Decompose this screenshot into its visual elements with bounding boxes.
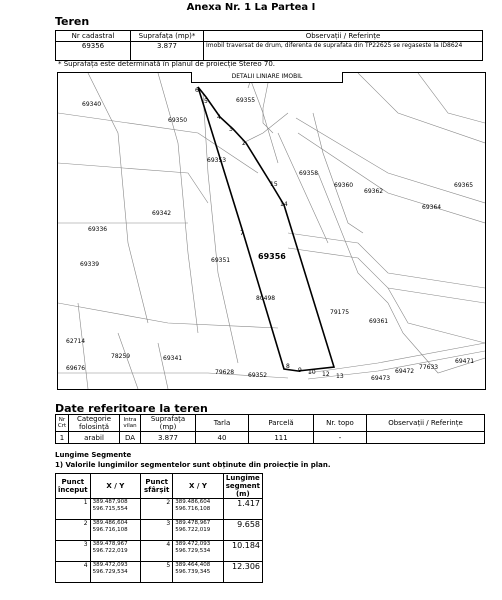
cell-xy-start-y: 596.716,108	[92, 527, 128, 533]
cell-start: 2	[56, 520, 91, 541]
cell-tarla: 40	[196, 432, 249, 444]
vertex-label: 3	[229, 126, 233, 133]
parcel-label: 80498	[256, 295, 276, 302]
col-tarla: Tarla	[196, 415, 249, 432]
parcel-label: 69360	[334, 182, 354, 189]
col-observatii: Observații / Referințe	[204, 31, 483, 42]
table-row	[56, 499, 263, 520]
cell-observatii: Imobil traversat de drum, diferenta de suprafata din TP22625 se regaseste la ID8624	[204, 42, 483, 61]
parcel-label: 79628	[215, 369, 235, 376]
parcel-label: 69365	[454, 182, 474, 189]
vertex-label: 6	[195, 87, 199, 94]
table-row	[56, 562, 263, 583]
parcel-label: 69340	[82, 101, 102, 108]
cell-length: 1.417	[223, 499, 262, 520]
col-suprafata: Suprafața (mp)*	[131, 31, 204, 42]
cell-observatii-ref	[367, 432, 485, 444]
cell-xy-end-x: 389.478,967	[175, 520, 211, 526]
cell-length: 10.184	[223, 541, 262, 562]
cell-end: 5	[141, 562, 173, 583]
parcel-label: 69473	[371, 375, 391, 382]
parcel-label: 69362	[364, 188, 384, 195]
parcel-label: 69352	[248, 372, 268, 379]
vertex-label: 8	[286, 363, 290, 370]
page-title: Anexa Nr. 1 La Partea I	[186, 2, 316, 13]
cell-xy-start-y: 596.729,534	[92, 569, 128, 575]
col-intravilan: Intra vilan	[120, 415, 141, 432]
surface-note: * Suprafața este determinată în planul de proiecție Stereo 70.	[58, 60, 276, 68]
vertex-label: 13	[336, 373, 344, 380]
col-observatii-ref: Observații / Referințe	[367, 415, 485, 432]
cell-xy-end-y: 596.729,534	[175, 548, 211, 554]
parcel-label: 69342	[152, 210, 172, 217]
date-referitoare-table	[55, 414, 485, 444]
parcel-boundary	[198, 87, 334, 371]
lungime-subheading: 1) Valorile lungimilor segmentelor sunt obținute din proiecție în plan.	[55, 461, 331, 469]
subject-parcel-label: 69356	[258, 252, 286, 261]
cell-start: 4	[56, 562, 91, 583]
vertex-label: 10	[308, 369, 316, 376]
parcel-label: 69471	[455, 358, 475, 365]
parcel-label: 69341	[163, 355, 183, 362]
cell-xy-end-y: 596.722,019	[175, 527, 211, 533]
col-xy-start: X / Y	[90, 474, 140, 499]
table-row	[56, 432, 485, 444]
lungime-heading: Lungime Segmente	[55, 451, 132, 459]
parcel-label: 69364	[422, 204, 442, 211]
parcel-label: 69339	[80, 261, 100, 268]
vertex-label: 14	[280, 201, 288, 208]
col-parcela: Parcelă	[249, 415, 314, 432]
cell-suprafata: 3.877	[131, 42, 204, 61]
cell-xy-start-x: 389.487,908	[92, 499, 128, 505]
cell-end: 3	[141, 520, 173, 541]
table-row	[56, 541, 263, 562]
cell-end: 4	[141, 541, 173, 562]
vertex-label: 4	[217, 114, 221, 121]
cell-nr-cadastral: 69356	[56, 42, 131, 61]
col-nr-cadastral: Nr cadastral	[56, 31, 131, 42]
cell-xy-start-x: 389.486,604	[92, 520, 128, 526]
cell-xy-end-y: 596.739,345	[175, 569, 211, 575]
cell-xy-end-y: 596.716,108	[175, 506, 211, 512]
cell-start: 1	[56, 499, 91, 520]
col-punct-inceput: Punct început	[56, 474, 91, 499]
date-referitoare-heading: Date referitoare la teren	[55, 402, 208, 415]
col-lungime: Lungime segment (m)	[223, 474, 262, 499]
parcel-label: 69350	[168, 117, 188, 124]
vertex-label: 15	[270, 181, 278, 188]
parcel-label: 69355	[236, 97, 256, 104]
parcel-label: 77633	[419, 364, 439, 371]
parcel-label: 69361	[369, 318, 389, 325]
col-nr-topo: Nr. topo	[314, 415, 367, 432]
segment-table	[55, 473, 263, 583]
parcel-label: 79175	[330, 309, 350, 316]
parcel-label: 69676	[66, 365, 86, 372]
cell-xy-end-x: 389.472,093	[175, 541, 211, 547]
cell-categorie: arabil	[69, 432, 120, 444]
cell-xy-start-y: 596.715,554	[92, 506, 128, 512]
parcel-label: 62714	[66, 338, 86, 345]
vertex-label: 12	[322, 371, 330, 378]
col-nr-crt: Nr Crt	[56, 415, 69, 432]
cell-xy-start-x: 389.478,967	[92, 541, 128, 547]
cell-parcela: 111	[249, 432, 314, 444]
cell-nr-topo: -	[314, 432, 367, 444]
cell-suprafata-ref: 3.877	[141, 432, 196, 444]
map-header: DETALII LINIARE IMOBIL	[191, 72, 343, 83]
col-categorie: Categorie folosință	[69, 415, 120, 432]
parcel-label: 69351	[211, 257, 231, 264]
col-punct-sfarsit: Punct sfârșit	[141, 474, 173, 499]
cell-length: 9.658	[223, 520, 262, 541]
parcel-label: 69353	[207, 157, 227, 164]
vertex-label: 7	[240, 230, 244, 237]
parcel-label: 69336	[88, 226, 108, 233]
col-suprafata-ref: Suprafața (mp)	[141, 415, 196, 432]
parcel-label: 69472	[395, 368, 415, 375]
col-xy-end: X / Y	[173, 474, 223, 499]
cell-xy-end-x: 389.464,408	[175, 562, 211, 568]
cell-nr: 1	[56, 432, 69, 444]
parcel-label: 69358	[299, 170, 319, 177]
vertex-label: 2	[242, 140, 246, 147]
table-row	[56, 520, 263, 541]
map-drawing	[58, 73, 485, 389]
cadastral-map	[57, 72, 486, 390]
cell-intravilan: DA	[120, 432, 141, 444]
cell-xy-start-x: 389.472,093	[92, 562, 128, 568]
cell-start: 3	[56, 541, 91, 562]
vertex-label: 9	[298, 367, 302, 374]
vertex-label: 5	[204, 98, 208, 105]
cell-xy-start-y: 596.722,019	[92, 548, 128, 554]
cell-length: 12.306	[223, 562, 262, 583]
table-row	[56, 42, 483, 61]
teren-table	[55, 30, 483, 61]
parcel-label: 78259	[111, 353, 131, 360]
teren-heading: Teren	[55, 15, 90, 28]
cell-end: 2	[141, 499, 173, 520]
cell-xy-end-x: 389.486,604	[175, 499, 211, 505]
